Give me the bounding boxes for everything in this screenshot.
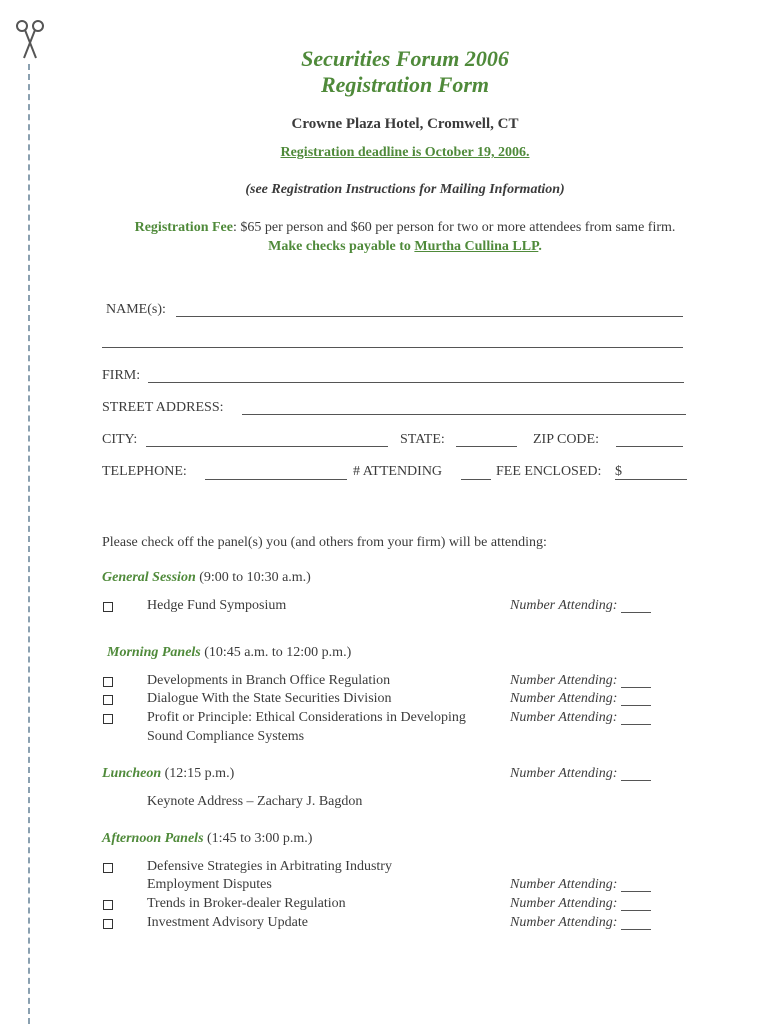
- number-attending-label: Number Attending:: [510, 877, 618, 892]
- zip-input-line[interactable]: [616, 446, 683, 447]
- luncheon-heading: [102, 766, 234, 782]
- fee-label: Registration Fee: [134, 220, 233, 235]
- luncheon-name: Luncheon: [102, 766, 162, 781]
- number-attending-input[interactable]: [621, 891, 651, 892]
- checkbox-defensive-strategies[interactable]: [103, 863, 113, 873]
- panel-investment-advisory: Investment Advisory Update: [147, 915, 308, 930]
- number-attending-label: Number Attending:: [510, 673, 618, 688]
- keynote-address: Keynote Address – Zachary J. Bagdon: [147, 794, 363, 809]
- names-input-line-2[interactable]: [102, 347, 683, 348]
- attending-input-line[interactable]: [461, 479, 491, 480]
- panel-ethical-considerations-cont: Sound Compliance Systems: [147, 729, 305, 744]
- checkbox-state-securities[interactable]: [103, 695, 113, 705]
- cut-line: [28, 64, 30, 1024]
- names-input-line[interactable]: [176, 316, 683, 317]
- number-attending-input[interactable]: [621, 705, 651, 706]
- morning-panels-heading: [107, 645, 351, 661]
- street-input-line[interactable]: [242, 414, 686, 415]
- number-attending-input[interactable]: [621, 612, 651, 613]
- number-attending-input[interactable]: [621, 687, 651, 688]
- fee-text: : $65 per person and $60 per person for two or more attendees from same firm.: [232, 220, 676, 235]
- city-input-line[interactable]: [146, 446, 388, 447]
- panel-state-securities: Dialogue With the State Securities Division: [147, 691, 392, 706]
- checkbox-branch-office[interactable]: [103, 677, 113, 687]
- checks-prefix: Make checks payable to: [268, 239, 415, 254]
- form-title-line2: Registration Form: [320, 72, 490, 97]
- telephone-input-line[interactable]: [205, 479, 347, 480]
- venue: Crowne Plaza Hotel, Cromwell, CT: [291, 116, 519, 132]
- number-attending-label: Number Attending:: [510, 915, 618, 930]
- panel-hedge-fund: Hedge Fund Symposium: [147, 598, 287, 613]
- firm-label: FIRM:: [102, 368, 141, 383]
- dollar-sign: $: [615, 464, 622, 479]
- general-session-time: (9:00 to 10:30 a.m.): [195, 570, 311, 585]
- firm-input-line[interactable]: [148, 382, 684, 383]
- payee: Murtha Cullina LLP: [414, 239, 539, 254]
- morning-panels-time: (10:45 a.m. to 12:00 p.m.): [200, 645, 352, 660]
- afternoon-panels-time: (1:45 to 3:00 p.m.): [203, 831, 313, 846]
- fee-enclosed-label: FEE ENCLOSED:: [496, 464, 602, 479]
- luncheon-time: (12:15 p.m.): [161, 766, 235, 781]
- panel-ethical-considerations: Profit or Principle: Ethical Considerations in Developing: [147, 710, 466, 725]
- number-attending-input[interactable]: [621, 929, 651, 930]
- number-attending-label: Number Attending:: [510, 710, 618, 725]
- panel-defensive-strategies: Defensive Strategies in Arbitrating Industry: [147, 859, 392, 874]
- number-attending-label: Number Attending:: [510, 766, 618, 781]
- zip-label: ZIP CODE:: [533, 432, 599, 447]
- checkbox-broker-dealer[interactable]: [103, 900, 113, 910]
- panel-defensive-strategies-cont: Employment Disputes: [147, 877, 272, 892]
- morning-panels-name: Morning Panels: [107, 645, 201, 660]
- checkbox-investment-advisory[interactable]: [103, 919, 113, 929]
- attending-label: # ATTENDING: [353, 464, 443, 479]
- general-session-name: General Session: [102, 570, 196, 585]
- street-label: STREET ADDRESS:: [102, 400, 224, 415]
- panel-branch-office: Developments in Branch Office Regulation: [147, 673, 391, 688]
- mailing-instructions: (see Registration Instructions for Mailing Information): [245, 182, 565, 197]
- state-label: STATE:: [400, 432, 445, 447]
- registration-fee: [0, 220, 770, 236]
- panel-broker-dealer: Trends in Broker-dealer Regulation: [147, 896, 346, 911]
- checkbox-ethical-considerations[interactable]: [103, 714, 113, 724]
- names-label: NAME(s):: [106, 302, 166, 317]
- panels-intro: Please check off the panel(s) you (and others from your firm) will be attending:: [102, 535, 547, 550]
- checks-suffix: .: [538, 239, 542, 254]
- number-attending-label: Number Attending:: [510, 691, 618, 706]
- state-input-line[interactable]: [456, 446, 517, 447]
- number-attending-input[interactable]: [621, 780, 651, 781]
- afternoon-panels-name: Afternoon Panels: [102, 831, 204, 846]
- number-attending-input[interactable]: [621, 724, 651, 725]
- afternoon-panels-heading: [102, 831, 312, 847]
- number-attending-input[interactable]: [621, 910, 651, 911]
- fee-enclosed-input-line[interactable]: [615, 479, 687, 480]
- telephone-label: TELEPHONE:: [102, 464, 187, 479]
- city-label: CITY:: [102, 432, 138, 447]
- number-attending-label: Number Attending:: [510, 598, 618, 613]
- number-attending-label: Number Attending:: [510, 896, 618, 911]
- general-session-heading: [102, 570, 311, 586]
- checkbox-hedge-fund[interactable]: [103, 602, 113, 612]
- deadline: Registration deadline is October 19, 2006.: [280, 145, 530, 160]
- form-title-line1: Securities Forum 2006: [301, 46, 509, 71]
- checks-payable: [0, 239, 770, 255]
